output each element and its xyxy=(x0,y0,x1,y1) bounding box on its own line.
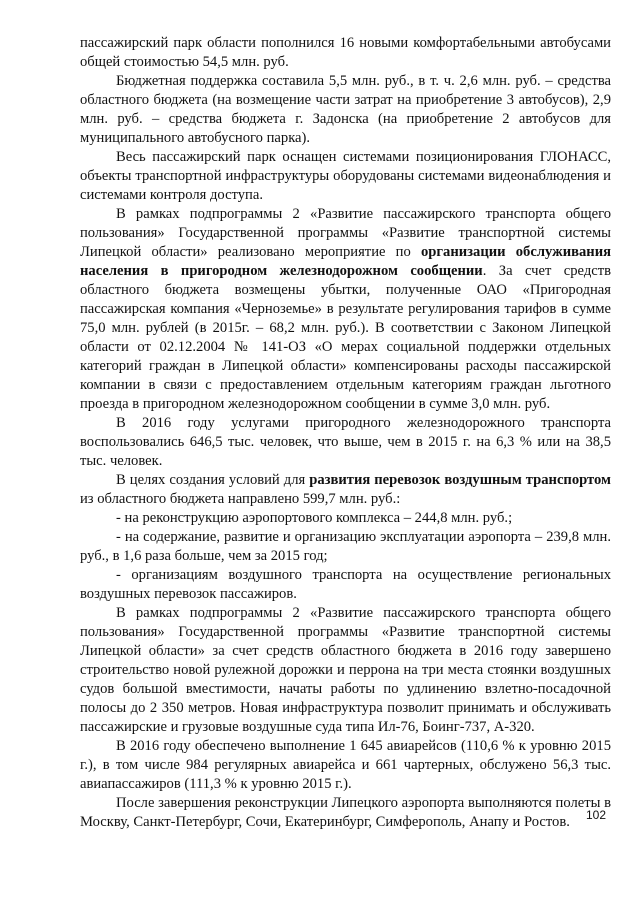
list-item-regional-flights: - организациям воздушного транспорта на осуществление региональных воздушных перевозок пассажиров. xyxy=(80,567,611,602)
paragraph-air-transport-intro: В целях создания условий для xyxy=(116,472,310,488)
paragraph-suburban-rail-emphasis: организации обслуживания населения в пригородном железнодорожном сообщении xyxy=(80,244,611,279)
paragraph-rail-passengers: В 2016 году услугами пригородного железнодорожного транспорта воспользовались 646,5 тыс. человек, что выше, чем в 2015 г. на 6,3 % или на 38,5 тыс. человек. xyxy=(80,415,611,469)
paragraph-glonass: Весь пассажирский парк оснащен системами позиционирования ГЛОНАСС, объекты транспортной инфраструктуры оборудованы системами видеонаблюдения и системами контроля доступа. xyxy=(80,149,611,203)
paragraph-air-transport xyxy=(80,471,611,509)
paragraph-destinations: После завершения реконструкции Липецкого аэропорта выполняются полеты в Москву, Санкт-Петербург, Сочи, Екатеринбург, Симферополь, Анапу и Ростов. xyxy=(80,795,611,830)
paragraph-suburban-rail-body: . За счет средств областного бюджета возмещены убытки, полученные ОАО «Пригородная пассажирская компания «Черноземье» в результате регулирования тарифов в сумме 75,0 млн. рублей (в 2015г. – 68,2 млн. руб.). В соответствии с Законом Липецкой области от 02.12.2004 № 141-ОЗ «О мерах социальной поддержки отдельных категорий граждан в Липецкой области» компенсированы расходы пассажирской компании в связи с предоставлением отдельным категориям граждан льготного проезда в пригородном железнодорожном сообщении в сумме 3,0 млн. руб. xyxy=(80,263,611,412)
document-page xyxy=(80,34,611,832)
paragraph-airport-infrastructure: В рамках подпрограммы 2 «Развитие пассажирского транспорта общего пользования» Государственной программы «Развитие транспортной системы Липецкой области» за счет средств областного бюджета в 2016 году завершено строительство новой рулежной дорожки и перрона на три места стоянки воздушных судов большой вместимости, начаты работы по удлинению взлетно-посадочной полосы до 2 350 метров. Новая инфраструктура позволит принимать и обслуживать пассажирские и грузовые воздушные суда типа Ил-76, Боинг-737, А-320. xyxy=(80,605,611,735)
paragraph-budget-support: Бюджетная поддержка составила 5,5 млн. руб., в т. ч. 2,6 млн. руб. – средства областного бюджета (на возмещение части затрат на приобретение 3 автобусов), 2,9 млн. руб. – средства бюджета г. Задонска (на приобретение 2 автобусов для муниципального автобусного парка). xyxy=(80,73,611,146)
paragraph-air-transport-body: из областного бюджета направлено 599,7 млн. руб.: xyxy=(80,491,401,507)
list-item-airport-maintenance: - на содержание, развитие и организацию эксплуатации аэропорта – 239,8 млн. руб., в 1,6 раза больше, чем за 2015 год; xyxy=(80,529,611,564)
paragraph-suburban-rail-intro: В рамках подпрограммы 2 «Развитие пассажирского транспорта общего пользования» Государственной программы «Развитие транспортной системы Липецкой области» реализовано мероприятие по xyxy=(80,206,611,260)
paragraph-suburban-rail xyxy=(80,205,611,414)
paragraph-bus-fleet: пассажирский парк области пополнился 16 новыми комфортабельными автобусами общей стоимостью 54,5 млн. руб. xyxy=(80,35,611,70)
paragraph-air-transport-emphasis: развития перевозок воздушным транспортом xyxy=(309,472,611,488)
paragraph-flight-statistics: В 2016 году обеспечено выполнение 1 645 авиарейсов (110,6 % к уровню 2015 г.), в том числе 984 регулярных авиарейса и 661 чартерных, обслужено 56,3 тыс. авиапассажиров (111,3 % к уровню 2015 г.). xyxy=(80,738,611,792)
page-number: 102 xyxy=(586,808,607,822)
list-item-airport-reconstruction: - на реконструкцию аэропортового комплекса – 244,8 млн. руб.; xyxy=(116,510,513,526)
